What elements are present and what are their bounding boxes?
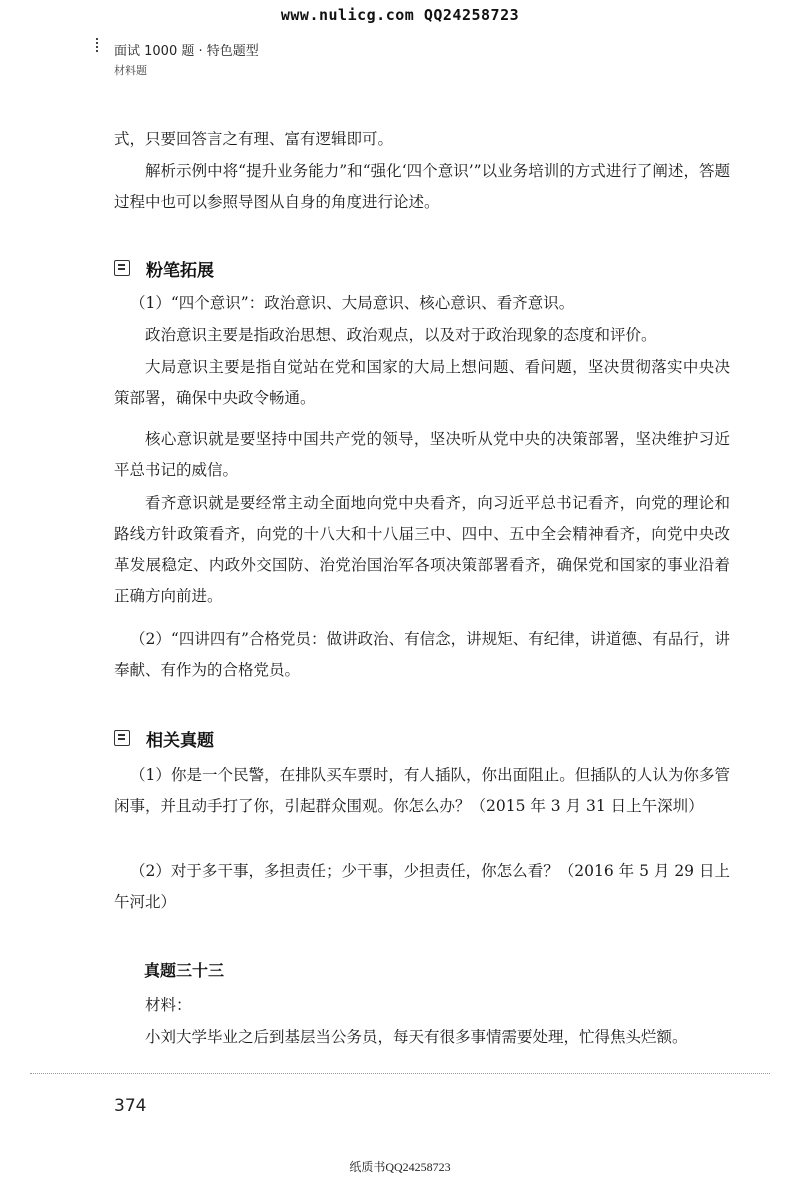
intro-paragraph: 解析示例中将“提升业务能力”和“强化‘四个意识’”以业务培训的方式进行了阐述，答题过程中也可以参照导图从自身的角度进行论述。 — [114, 162, 730, 211]
running-header-subtitle: 材料题 — [114, 64, 147, 77]
material-paragraph: 小刘大学毕业之后到基层当公务员，每天有很多事情需要处理，忙得焦头烂额。 — [145, 1028, 688, 1046]
extension-item-1: （1）“四个意识”：政治意识、大局意识、核心意识、看齐意识。 — [130, 294, 575, 312]
cut-line — [30, 1073, 770, 1075]
running-header-title: 面试 1000 题 · 特色题型 — [114, 44, 259, 59]
material-label: 材料： — [145, 996, 192, 1014]
intro-paragraph-continued: 式，只要回答言之有理、富有逻辑即可。 — [114, 130, 394, 148]
extension-paragraph-overall: 大局意识主要是指自觉站在党和国家的大局上想问题、看问题，坚决贯彻落实中央决策部署，确保中央政令畅通。 — [114, 358, 730, 407]
zhenti-title: 真题三十三 — [144, 961, 225, 980]
document-icon — [114, 730, 130, 746]
bottom-watermark: 纸质书QQ24258723 — [349, 1160, 451, 1174]
header-mark — [96, 38, 100, 52]
extension-paragraph-core: 核心意识就是要坚持中国共产党的领导，坚决听从党中央的决策部署，坚决维护习近平总书记的威信。 — [114, 430, 730, 479]
top-watermark: www.nulicg.com QQ24258723 — [280, 6, 520, 24]
related-question-1: （1）你是一个民警，在排队买车票时，有人插队，你出面阻止。但插队的人认为你多管闲事，并且动手打了你，引起群众围观。你怎么办？（2015 年 3 月 31 日上午深圳） — [114, 766, 730, 815]
section-title-related: 相关真题 — [146, 731, 214, 751]
related-question-2: （2）对于多干事，多担责任；少干事，少担责任，你怎么看？（2016 年 5 月 29 日上午河北） — [114, 862, 730, 911]
book-icon — [114, 260, 130, 276]
page-number: 374 — [114, 1096, 147, 1116]
extension-paragraph-political: 政治意识主要是指政治思想、政治观点，以及对于政治现象的态度和评价。 — [145, 326, 657, 344]
section-title-extension: 粉笔拓展 — [146, 261, 214, 281]
extension-item-2: （2）“四讲四有”合格党员：做讲政治、有信念，讲规矩、有纪律，讲道德、有品行，讲奉献、有作为的合格党员。 — [114, 630, 730, 679]
extension-paragraph-alignment: 看齐意识就是要经常主动全面地向党中央看齐，向习近平总书记看齐，向党的理论和路线方针政策看齐，向党的十八大和十八届三中、四中、五中全会精神看齐，向党中央改革发展稳定、内政外交国防、治党治国治军各项决策部署看齐，确保党和国家的事业沿着正确方向前进。 — [114, 494, 730, 605]
